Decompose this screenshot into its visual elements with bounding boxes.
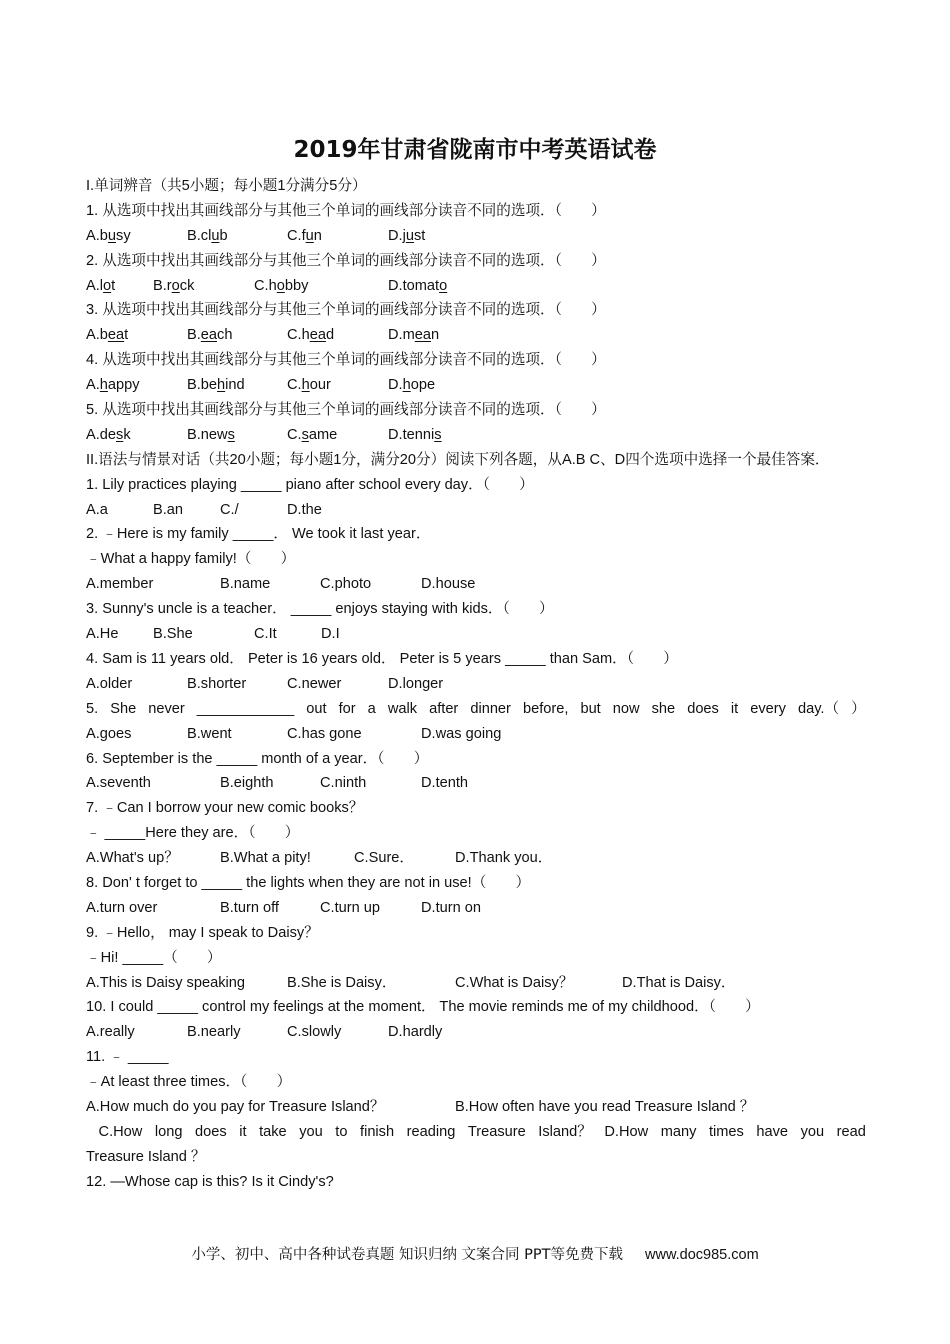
option[interactable]: B.rock [153, 277, 195, 294]
option-row [86, 274, 866, 299]
section-2-heading: II.语法与情景对话（共20小题；每小题1分，满分20分）阅读下列各题，从A.B C、D四个选项中选择一个最佳答案． [86, 451, 830, 468]
option[interactable]: D.house [421, 576, 476, 593]
option[interactable]: B.She [153, 626, 193, 643]
question-text: 1. Lily practices playing _____ piano after school every day．（ ） [86, 476, 534, 493]
option-row [86, 224, 866, 249]
option-row [86, 323, 866, 348]
option[interactable]: C.newer [287, 675, 342, 692]
option[interactable]: B.What a pity! [220, 850, 311, 867]
question-text: C.How long does it take you to finish reading Treasure Island？ D.How many times have you read [98, 1123, 866, 1140]
question-text: 8. Don' t forget to _____ the lights when they are not in use!（ ） [86, 874, 531, 891]
option[interactable]: D.hardly [388, 1024, 443, 1041]
option[interactable]: C.Sure． [354, 850, 415, 867]
option[interactable]: A.happy [86, 377, 140, 394]
option[interactable]: D.tomato [388, 277, 448, 294]
question-text: 12. —Whose cap is this? Is it Cindy's? [86, 1173, 334, 1190]
option[interactable]: D.mean [388, 327, 440, 344]
option[interactable]: D.I [321, 626, 340, 643]
option[interactable]: B.behind [187, 377, 245, 394]
option[interactable]: A.older [86, 675, 133, 692]
option[interactable]: B.She is Daisy． [287, 974, 397, 991]
option[interactable]: D.hope [388, 377, 436, 394]
question-stem: 2. 从选项中找出其画线部分与其他三个单词的画线部分读音不同的选项．（ ） [86, 252, 606, 269]
option-row [86, 622, 866, 647]
option[interactable]: A.What's up？ [86, 850, 179, 867]
question-text: Treasure Island ？ [86, 1148, 206, 1165]
question-text: 11. ﹣ _____ [86, 1049, 169, 1066]
option-row [86, 846, 866, 871]
option[interactable]: A.goes [86, 725, 132, 742]
question-text: 9. ﹣Hello， may I speak to Daisy？ [86, 924, 319, 941]
option-row [86, 498, 866, 523]
option-row [86, 771, 866, 796]
option[interactable]: C.hobby [254, 277, 309, 294]
option[interactable]: C.photo [320, 576, 372, 593]
option[interactable]: D.turn on [421, 899, 482, 916]
option[interactable]: B.club [187, 227, 228, 244]
option[interactable]: B.turn off [220, 899, 279, 916]
option[interactable]: C.turn up [320, 899, 381, 916]
option-row [86, 672, 866, 697]
option[interactable]: B.shorter [187, 675, 247, 692]
question-stem: 4. 从选项中找出其画线部分与其他三个单词的画线部分读音不同的选项．（ ） [86, 352, 606, 369]
option[interactable]: D.Thank you． [455, 850, 553, 867]
option-row [86, 373, 866, 398]
option-row [86, 1020, 866, 1045]
option[interactable]: C.hour [287, 377, 331, 394]
question-text: 6. September is the _____ month of a year．（ ） [86, 750, 429, 767]
option[interactable]: D.just [388, 227, 426, 244]
option[interactable]: D.longer [388, 675, 444, 692]
option[interactable]: C.ninth [320, 775, 367, 792]
footer-url[interactable]: www.doc985.com [645, 1247, 759, 1263]
option[interactable]: C.same [287, 426, 338, 443]
option[interactable]: D.tenth [421, 775, 469, 792]
option[interactable]: A.busy [86, 227, 131, 244]
option[interactable]: A.desk [86, 426, 131, 443]
option[interactable]: B.went [187, 725, 232, 742]
option[interactable]: B.news [187, 426, 235, 443]
option[interactable]: B.nearly [187, 1024, 241, 1041]
section-2-questions [86, 473, 866, 1195]
option[interactable]: A.seventh [86, 775, 151, 792]
section-1-heading: I.单词辨音（共5小题；每小题1分满分5分） [86, 178, 367, 194]
option[interactable]: C.has gone [287, 725, 362, 742]
option[interactable]: A.really [86, 1024, 135, 1041]
option[interactable]: B.each [187, 327, 233, 344]
option[interactable]: D.the [287, 501, 322, 518]
question-text: 10. I could _____ control my feelings at the moment． The movie reminds me of my childhood．（ ） [86, 999, 760, 1016]
question-text: ﹣Hi! _____（ ） [86, 949, 222, 966]
option[interactable]: A.He [86, 626, 119, 643]
option[interactable]: B.eighth [220, 775, 274, 792]
option[interactable]: A.lot [86, 277, 116, 294]
question-text: 4. Sam is 11 years old． Peter is 16 years old． Peter is 5 years _____ than Sam．（ ） [86, 650, 678, 667]
footer-text: 小学、初中、高中各种试卷真题 知识归纳 文案合同 PPT等免费下载 [191, 1247, 624, 1263]
option[interactable]: D.That is Daisy． [622, 974, 736, 991]
option-row [86, 971, 866, 996]
question-text: ﹣What a happy family!（ ） [86, 551, 296, 568]
exam-title: 2019年甘肃省陇南市中考英语试卷 [293, 137, 657, 163]
option[interactable]: A.How much do you pay for Treasure Island？ [86, 1098, 385, 1115]
question-stem: 5. 从选项中找出其画线部分与其他三个单词的画线部分读音不同的选项．（ ） [86, 402, 606, 419]
page-footer [0, 1243, 950, 1264]
option[interactable]: C.fun [287, 227, 322, 244]
question-text: 5. She never ____________ out for a walk after dinner before, but now she does it every day.（ ） [86, 700, 866, 717]
question-text: 2. ﹣Here is my family _____． We took it last year． [86, 526, 431, 543]
option[interactable]: A.turn over [86, 899, 158, 916]
question-text: ﹣ _____Here they are．（ ） [86, 825, 300, 842]
option[interactable]: C.slowly [287, 1024, 342, 1041]
question-stem: 3. 从选项中找出其画线部分与其他三个单词的画线部分读音不同的选项．（ ） [86, 302, 606, 319]
option[interactable]: B.How often have you read Treasure Island ？ [455, 1098, 755, 1115]
option-row [86, 572, 866, 597]
option[interactable]: D.tennis [388, 426, 442, 443]
exam-content [86, 174, 866, 1195]
option[interactable]: A.This is Daisy speaking [86, 974, 245, 991]
option-row [86, 1095, 866, 1120]
option[interactable]: A.a [86, 501, 108, 518]
option[interactable]: C.What is Daisy？ [455, 974, 574, 991]
option[interactable]: A.beat [86, 327, 129, 344]
option-row [86, 722, 866, 747]
option[interactable]: C./ [220, 501, 239, 518]
option[interactable]: C.head [287, 327, 335, 344]
section-1-questions [86, 199, 866, 448]
option[interactable]: D.was going [421, 725, 502, 742]
question-text: 3. Sunny's uncle is a teacher． _____ enjoys staying with kids．（ ） [86, 601, 554, 618]
question-text: 7. ﹣Can I borrow your new comic books？ [86, 800, 364, 817]
option[interactable]: B.name [220, 576, 271, 593]
question-text: ﹣At least three times．（ ） [86, 1074, 292, 1091]
option-row [86, 423, 866, 448]
option[interactable]: B.an [153, 501, 184, 518]
question-stem: 1. 从选项中找出其画线部分与其他三个单词的画线部分读音不同的选项．（ ） [86, 202, 606, 219]
option[interactable]: A.member [86, 576, 154, 593]
option-row [86, 896, 866, 921]
option[interactable]: C.It [254, 626, 277, 643]
